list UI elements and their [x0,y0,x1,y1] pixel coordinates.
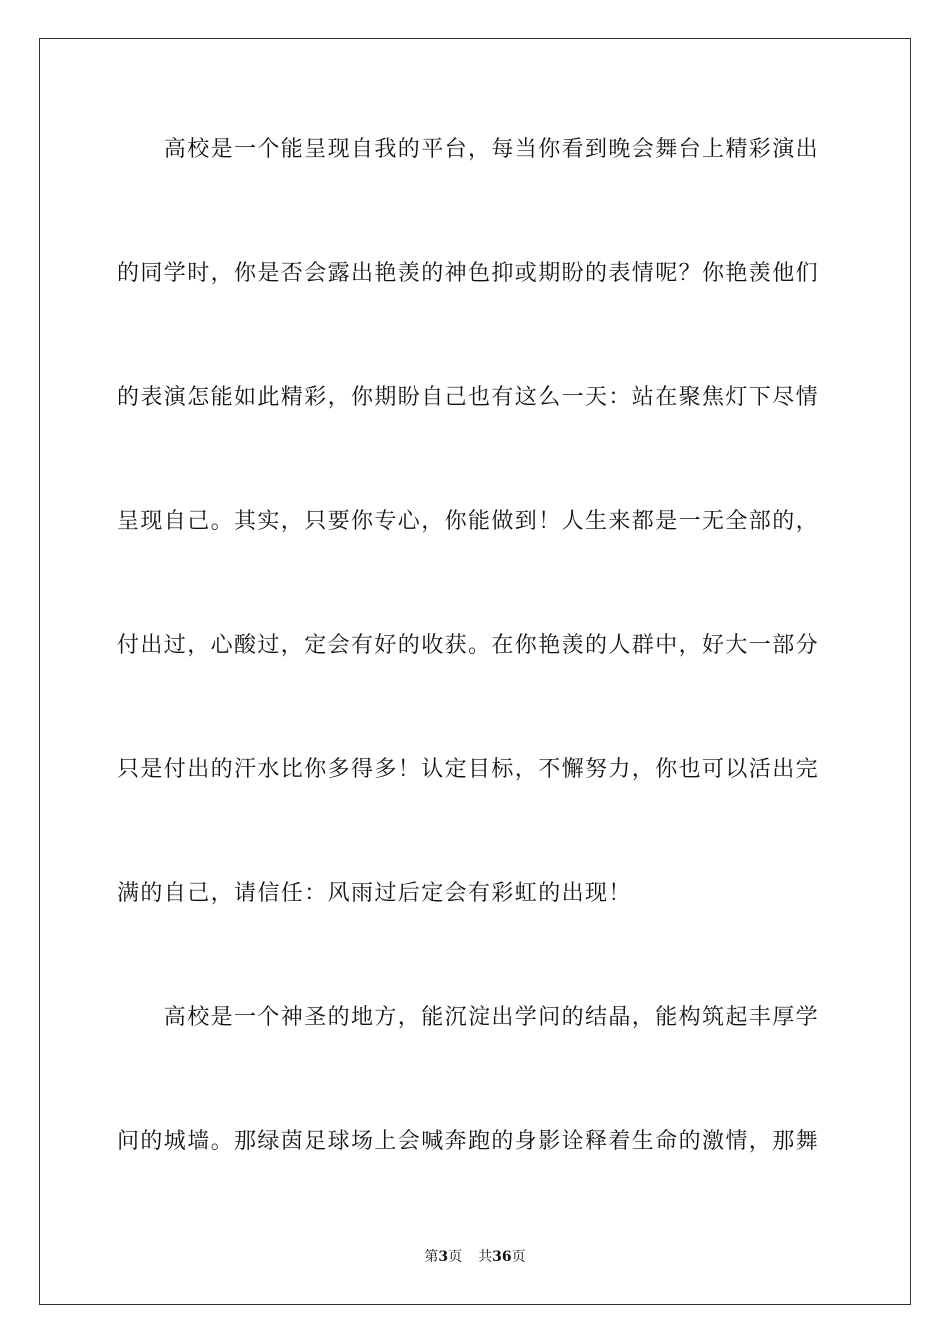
page-suffix: 页 [448,1249,463,1265]
total-suffix: 页 [511,1249,526,1265]
text-line-8: 高校是一个神圣的地方，能沉淀出学问的结晶，能构筑起丰厚学 [117,1005,820,1030]
text-line-4: 呈现自己。其实，只要你专心，你能做到！人生来都是一无全部的， [117,509,820,534]
page-border [39,38,911,1305]
page-prefix: 第 [424,1249,439,1265]
text-line-3: 的表演怎能如此精彩，你期盼自己也有这么一天：站在聚焦灯下尽情 [117,385,820,410]
text-line-6: 只是付出的汗水比你多得多！认定目标，不懈努力，你也可以活出完 [117,757,820,782]
text-line-1: 高校是一个能呈现自我的平台，每当你看到晚会舞台上精彩演出 [117,137,820,162]
page-number: 3 [438,1249,449,1265]
text-line-2: 的同学时，你是否会露出艳羡的神色抑或期盼的表情呢？你艳羡他们 [117,261,820,286]
text-line-5: 付出过，心酸过，定会有好的收获。在你艳羡的人群中，好大一部分 [117,633,820,658]
text-line-7: 满的自己，请信任：风雨过后定会有彩虹的出现！ [117,881,632,906]
total-prefix: 共 [478,1249,493,1265]
page-footer [0,1247,950,1267]
total-pages: 36 [492,1249,512,1265]
text-line-9: 问的城墙。那绿茵足球场上会喊奔跑的身影诠释着生命的激情，那舞 [117,1129,820,1154]
